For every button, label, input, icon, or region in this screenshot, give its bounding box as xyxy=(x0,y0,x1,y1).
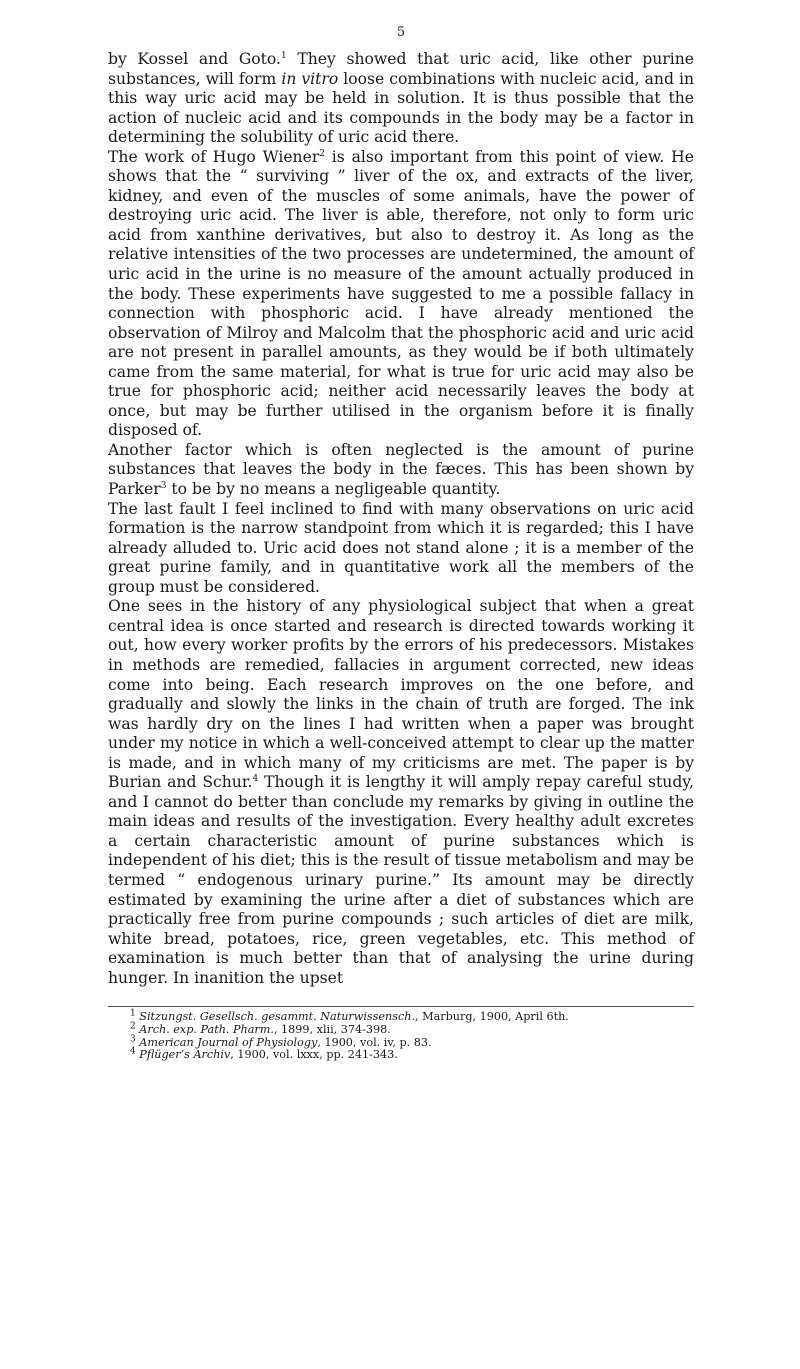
footnote-marker: 4 xyxy=(252,774,259,785)
footnote-marker: 1 xyxy=(130,1008,136,1019)
italic-text: American Journal of Physiology xyxy=(135,1035,318,1049)
paragraph xyxy=(108,148,694,441)
text-run: One sees in the history of any physiological subject that when a great central idea is once started and research is directed towards working it out, how every worker profits by the errors of his predecessors. Mistakes in methods are remedied, fallacies in argument corrected, new ideas come into being. Each research improves on the one before, and gradually and slowly the links in the chain of truth are forged. The ink was hardly dry on the lines I had written when a paper was brought under my notice in which a well-conceived attempt to clear up the matter is made, and in which many of my criticisms are met. The paper is by Burian and Schur. xyxy=(108,597,694,792)
text-run: The last fault I feel inclined to find with many observations on uric acid formation is the narrow standpoint from which it is regarded; this I have already alluded to. Uric acid does not stand alone ; it is a member of the great purine family, and in quantitative work all the members of the group must be considered. xyxy=(108,499,694,596)
footnote-marker: 4 xyxy=(130,1046,136,1057)
text-run: is also important from this point of view. He shows that the “ surviving ” liver of the ox, and extracts of the liver, kidney, and even of the muscles of some animals, have the power of destroying uric acid. The liver is able, therefore, not only to form uric acid from xanthine derivatives, but also to destroy it. As long as the relative intensities of the two processes are undetermined, the amount of uric acid in the urine is no measure of the amount actually produced in the body. These experiments have suggested to me a possible fallacy in connection with phosphoric acid. I have already mentioned the observation of Milroy and Malcolm that the phosphoric acid and uric acid are not present in parallel amounts, as they would be if both ultimately came from the same material, for what is true for uric acid may also be true for phosphoric acid; neither acid necessarily leaves the body at once, but may be further utilised in the organism before it is finally disposed of. xyxy=(108,147,694,440)
text-run: , 1899, xlii, 374-398. xyxy=(273,1022,391,1036)
footnote-marker: 2 xyxy=(130,1021,136,1032)
footnote xyxy=(108,1046,694,1062)
page-number: 5 xyxy=(396,25,406,40)
text-run: , 1900, vol. iv, p. 83. xyxy=(317,1035,432,1049)
italic-text: Arch. exp. Path. Pharm. xyxy=(135,1022,274,1036)
text-run: loose combinations with nucleic acid, and in this way uric acid may be held in solution. It is thus possible that the action of nucleic acid and its compounds in the body may be a factor in determining the solubility of uric acid there. xyxy=(108,69,694,147)
paragraph xyxy=(108,500,694,598)
text-run: , 1900, vol. lxxx, pp. 241-343. xyxy=(230,1048,398,1062)
footnote-marker: 1 xyxy=(281,50,287,61)
footnote-marker: 2 xyxy=(319,148,326,159)
text-run: They showed that uric acid, like other purine substances, will form xyxy=(108,50,694,88)
text-run: to be by no means a negligeable quantity. xyxy=(166,480,501,499)
text-run: Though it is lengthy it will amply repay careful study, and I cannot do better than conclude my remarks by giving in outline the main ideas and results of the investigation. Every healthy adult excretes a certain characteristic amount of purine substances which is independent of his diet; this is the result of tissue metabolism and may be termed “ endogenous urinary purine.” Its amount may be directly estimated by examining the urine after a diet of substances which are practically free from purine compounds ; such articles of diet are milk, white bread, potatoes, rice, green vegetables, etc. This method of examination is much better than that of analysing the urine during hunger. In inanition the upset xyxy=(108,773,694,987)
paragraph xyxy=(108,441,694,500)
text-run: , Marburg, 1900, April 6th. xyxy=(415,1010,569,1024)
footnotes xyxy=(108,1006,694,1062)
footnote-marker: 3 xyxy=(130,1033,136,1044)
paragraph xyxy=(108,50,694,148)
text-run: The work of Hugo Wiener xyxy=(108,147,320,166)
text-run: by Kossel and Goto. xyxy=(108,50,281,68)
body-text xyxy=(108,50,694,988)
text-run: Another factor which is often neglected is the amount of purine substances that leaves the body in the fæces. This has been shown by Parker xyxy=(108,440,694,499)
italic-text: Pflüger’s Archiv xyxy=(135,1048,231,1062)
italic-text: Sitzungst. Gesellsch. gesammt. Naturwissensch. xyxy=(135,1010,416,1024)
italic-text: in vitro xyxy=(281,69,339,88)
footnote-marker: 3 xyxy=(160,480,167,491)
paragraph xyxy=(108,597,694,988)
